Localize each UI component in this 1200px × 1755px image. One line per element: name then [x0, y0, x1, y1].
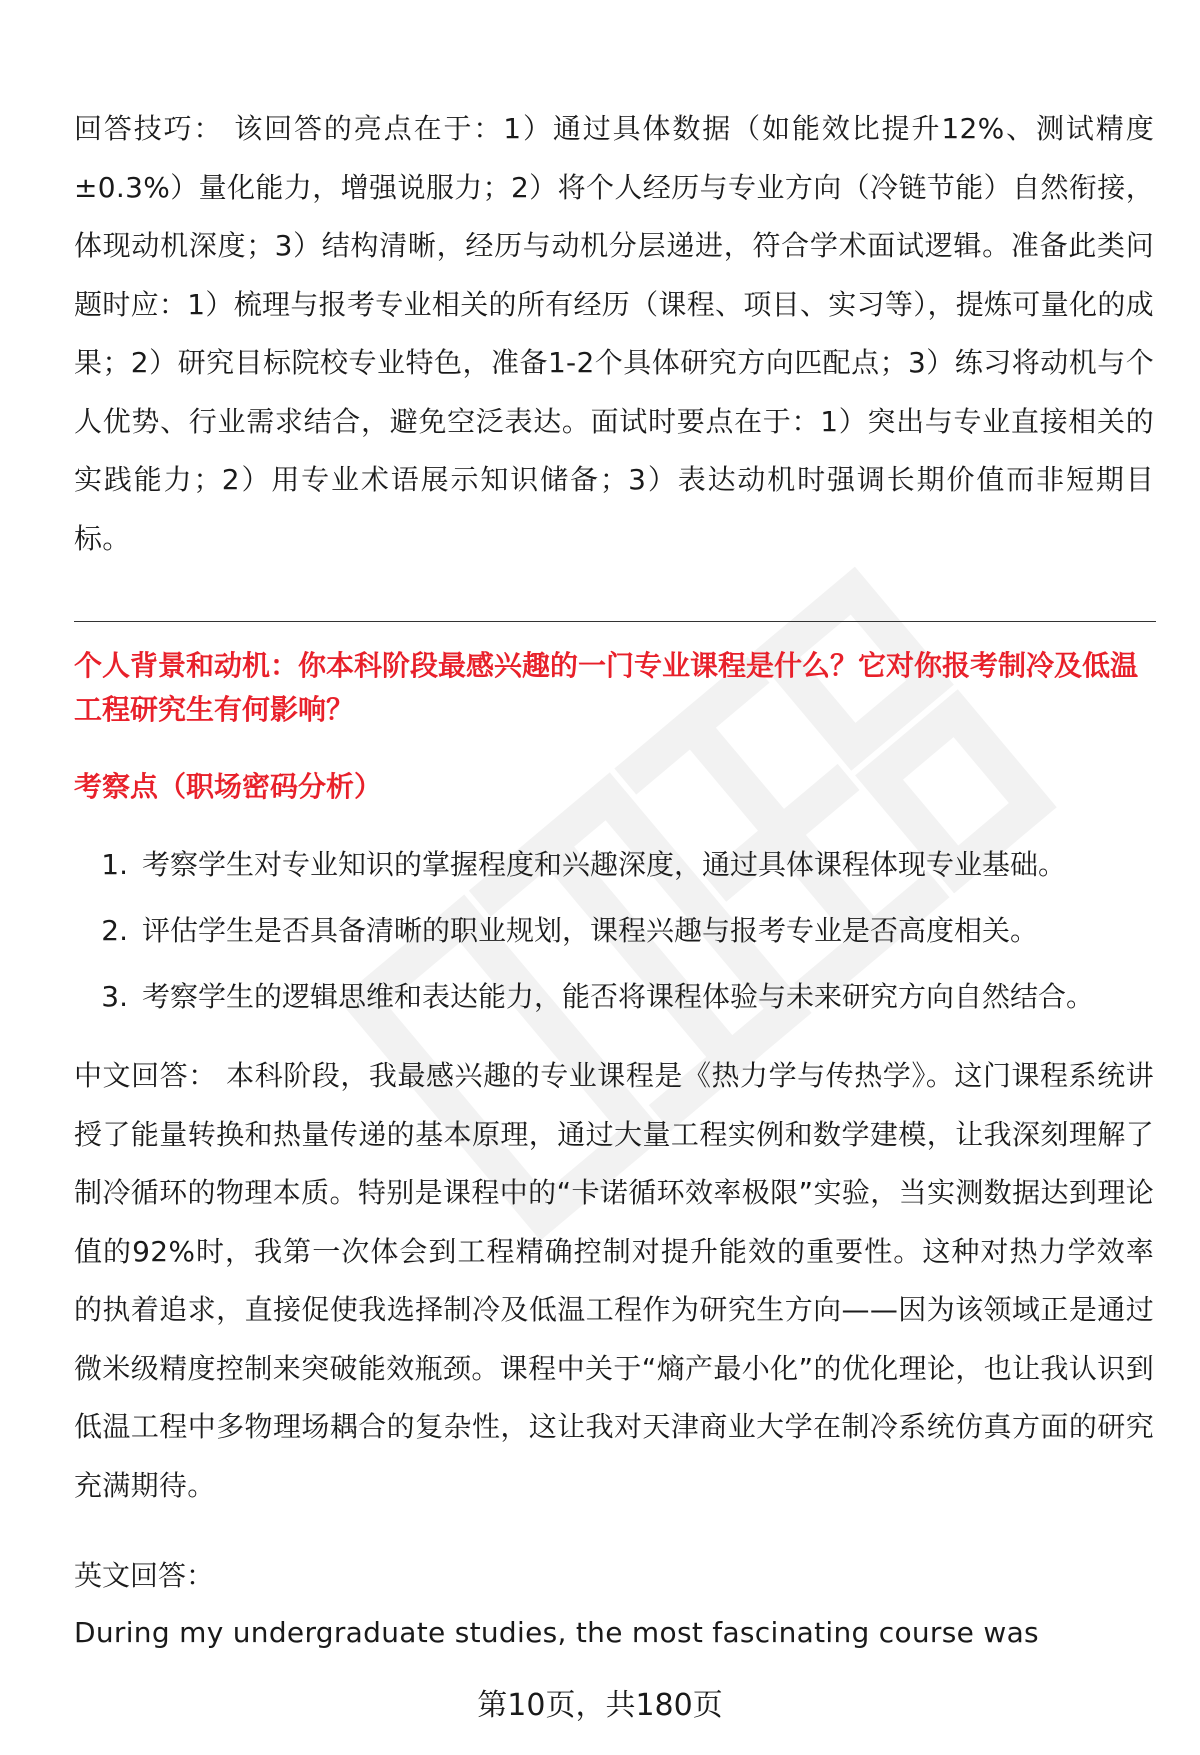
list-text: 考察学生的逻辑思维和表达能力，能否将课程体验与未来研究方向自然结合。	[142, 980, 1095, 1013]
answer-chinese: 中文回答： 本科阶段，我最感兴趣的专业课程是《热力学与传热学》。这门课程系统讲授了能量转换和热量传递的基本原理，通过大量工程实例和数学建模，让我深刻理解了制冷循环的物理本质。特别是课程中的“卡诺循环效率极限”实验，当实测数据达到理论值的92%时，我第一次体会到工程精确控制对提升能效的重要性。这种对热力学效率的执着追求，直接促使我选择制冷及低温工程作为研究生方向——因为该领域正是通过微米级精度控制来突破能效瓶颈。课程中关于“熵产最小化”的优化理论，也让我认识到低温工程中多物理场耦合的复杂性，这让我对天津商业大学在制冷系统仿真方面的研究充满期待。	[74, 1059, 1154, 1502]
list-text: 评估学生是否具备清晰的职业规划，课程兴趣与报考专业是否高度相关。	[142, 914, 1039, 947]
section-label: 考察点（职场密码分析）	[74, 770, 383, 803]
answer-english-label: 英文回答：	[74, 1559, 215, 1592]
points-list	[74, 832, 1154, 1030]
list-number: 1.	[101, 848, 128, 881]
list-item	[74, 832, 1154, 898]
tips-paragraph: 回答技巧： 该回答的亮点在于：1）通过具体数据（如能效比提升12%、测试精度±0.3%）量化能力，增强说服力；2）将个人经历与专业方向（冷链节能）自然衔接，体现动机深度；3）结构清晰，经历与动机分层递进，符合学术面试逻辑。准备此类问题时应：1）梳理与报考专业相关的所有经历（课程、项目、实习等），提炼可量化的成果；2）研究目标院校专业特色，准备1-2个具体研究方向匹配点；3）练习将动机与个人优势、行业需求结合，避免空泛表达。面试时要点在于：1）突出与专业直接相关的实践能力；2）用专业术语展示知识储备；3）表达动机时强调长期价值而非短期目标。	[74, 112, 1154, 555]
list-item	[74, 964, 1154, 1030]
list-text: 考察学生对专业知识的掌握程度和兴趣深度，通过具体课程体现专业基础。	[142, 848, 1067, 881]
answer-english-text: During my undergraduate studies, the most fascinating course was	[74, 1616, 1039, 1649]
section-divider	[74, 621, 1156, 622]
list-number: 2.	[101, 914, 128, 947]
question-title: 个人背景和动机：你本科阶段最感兴趣的一门专业课程是什么？它对你报考制冷及低温工程研究生有何影响？	[74, 649, 1139, 726]
page-footer: 第10页，共180页	[477, 1688, 723, 1723]
list-item	[74, 898, 1154, 964]
list-number: 3.	[101, 980, 128, 1013]
